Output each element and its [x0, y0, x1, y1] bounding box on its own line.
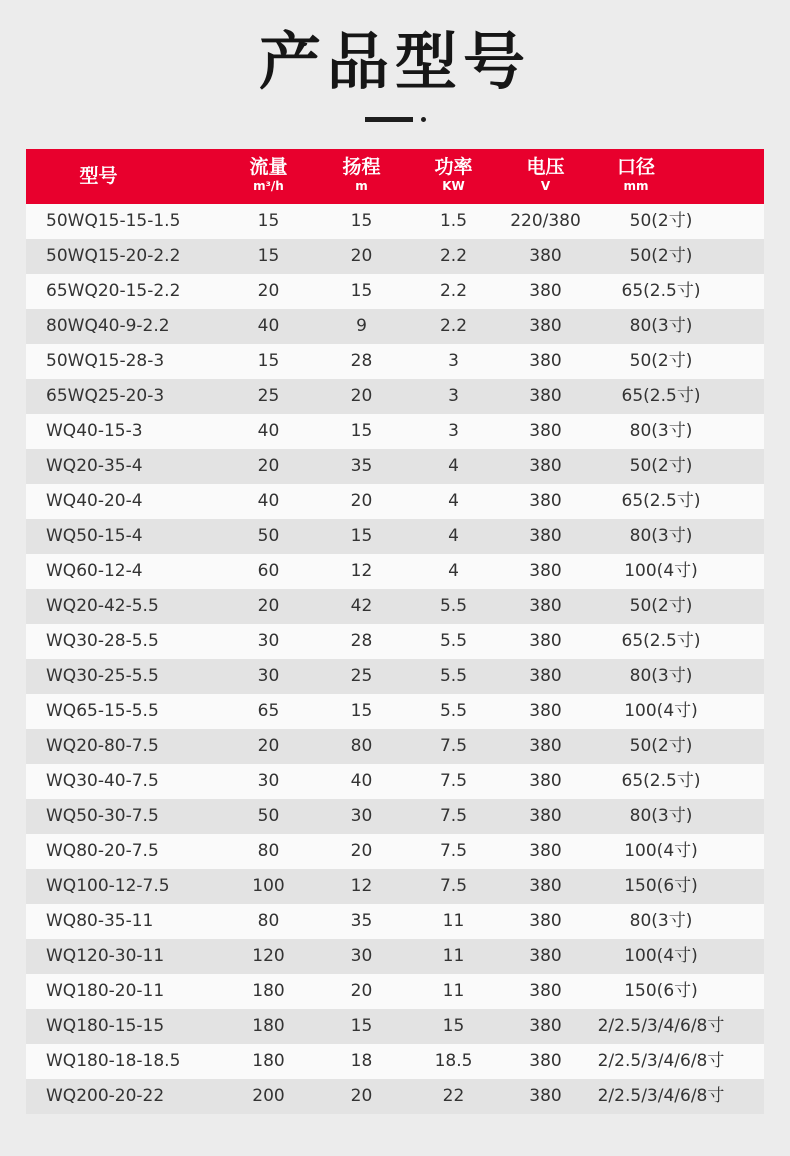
table-row: [26, 239, 764, 274]
cell-voltage: 380: [529, 596, 562, 616]
cell-power: 22: [442, 1086, 465, 1106]
table-row: [26, 309, 764, 344]
page-title: 产品型号: [258, 25, 531, 98]
cell-flow: 25: [257, 386, 280, 406]
table-row: [26, 624, 764, 659]
cell-flow: 180: [252, 981, 285, 1001]
cell-model: WQ200-20-22: [46, 1086, 165, 1106]
table-row: [26, 484, 764, 519]
cell-model: WQ65-15-5.5: [46, 701, 159, 721]
cell-voltage: 380: [529, 1086, 562, 1106]
cell-diameter: 150(6寸): [624, 981, 698, 1001]
cell-model: WQ40-20-4: [46, 491, 143, 511]
table-row: [26, 1009, 764, 1044]
table-row: [26, 204, 764, 239]
table-row: [26, 379, 764, 414]
header-unit: KW: [442, 179, 465, 193]
cell-model: WQ20-80-7.5: [46, 736, 159, 756]
cell-flow: 80: [257, 911, 280, 931]
cell-power: 15: [442, 1016, 465, 1036]
cell-flow: 30: [257, 666, 280, 686]
cell-head: 20: [350, 981, 373, 1001]
table-row: [26, 799, 764, 834]
table-row: [26, 729, 764, 764]
table-row: [26, 694, 764, 729]
cell-model: WQ30-40-7.5: [46, 771, 159, 791]
table-row: [26, 344, 764, 379]
cell-flow: 65: [257, 701, 280, 721]
divider-dot: [421, 117, 426, 122]
cell-voltage: 380: [529, 666, 562, 686]
cell-head: 35: [350, 456, 373, 476]
header-power: [406, 149, 501, 204]
cell-head: 40: [350, 771, 373, 791]
cell-diameter: 100(4寸): [624, 561, 698, 581]
cell-voltage: 380: [529, 491, 562, 511]
cell-diameter: 2/2.5/3/4/6/8寸: [597, 1016, 725, 1036]
table-row: [26, 939, 764, 974]
cell-model: WQ180-20-11: [46, 981, 165, 1001]
cell-head: 30: [350, 946, 373, 966]
cell-power: 5.5: [439, 596, 468, 616]
header-model: [26, 149, 171, 204]
cell-model: WQ120-30-11: [46, 946, 165, 966]
cell-power: 7.5: [439, 771, 468, 791]
cell-head: 15: [350, 211, 373, 231]
cell-flow: 40: [257, 491, 280, 511]
cell-voltage: 380: [529, 876, 562, 896]
cell-diameter: 50(2寸): [629, 351, 693, 371]
cell-flow: 20: [257, 596, 280, 616]
cell-power: 4: [448, 526, 459, 546]
cell-power: 5.5: [439, 631, 468, 651]
cell-diameter: 100(4寸): [624, 701, 698, 721]
cell-power: 11: [442, 981, 465, 1001]
product-model-table: [26, 149, 764, 1114]
table-row: [26, 1044, 764, 1079]
cell-voltage: 220/380: [510, 211, 581, 231]
cell-head: 12: [350, 876, 373, 896]
cell-power: 1.5: [439, 211, 468, 231]
cell-diameter: 65(2.5寸): [621, 491, 701, 511]
cell-flow: 120: [252, 946, 285, 966]
cell-model: WQ100-12-7.5: [46, 876, 170, 896]
table-row: [26, 519, 764, 554]
cell-power: 18.5: [434, 1051, 473, 1071]
header-label: 功率: [434, 156, 473, 178]
header-flow: [221, 149, 316, 204]
cell-head: 42: [350, 596, 373, 616]
table-row: [26, 414, 764, 449]
cell-head: 80: [350, 736, 373, 756]
cell-head: 15: [350, 701, 373, 721]
cell-head: 9: [356, 316, 367, 336]
cell-flow: 20: [257, 281, 280, 301]
cell-flow: 200: [252, 1086, 285, 1106]
header-label: 流量: [249, 156, 288, 178]
cell-flow: 40: [257, 316, 280, 336]
table-header: [26, 149, 764, 204]
cell-power: 7.5: [439, 736, 468, 756]
cell-diameter: 80(3寸): [629, 316, 693, 336]
cell-diameter: 100(4寸): [624, 841, 698, 861]
cell-voltage: 380: [529, 246, 562, 266]
cell-model: WQ20-35-4: [46, 456, 143, 476]
table-row: [26, 589, 764, 624]
cell-flow: 15: [257, 351, 280, 371]
cell-head: 12: [350, 561, 373, 581]
header-unit: m³/h: [253, 179, 284, 193]
cell-voltage: 380: [529, 701, 562, 721]
cell-diameter: 150(6寸): [624, 876, 698, 896]
cell-diameter: 80(3寸): [629, 526, 693, 546]
header-diameter: [591, 149, 681, 204]
cell-head: 35: [350, 911, 373, 931]
cell-head: 20: [350, 1086, 373, 1106]
cell-model: WQ20-42-5.5: [46, 596, 159, 616]
cell-power: 11: [442, 911, 465, 931]
cell-flow: 40: [257, 421, 280, 441]
cell-model: WQ30-28-5.5: [46, 631, 159, 651]
table-row: [26, 1079, 764, 1114]
cell-diameter: 80(3寸): [629, 421, 693, 441]
cell-diameter: 50(2寸): [629, 211, 693, 231]
cell-voltage: 380: [529, 351, 562, 371]
table-row: [26, 834, 764, 869]
cell-head: 20: [350, 386, 373, 406]
cell-voltage: 380: [529, 386, 562, 406]
cell-flow: 20: [257, 456, 280, 476]
cell-model: 80WQ40-9-2.2: [46, 316, 170, 336]
cell-power: 4: [448, 456, 459, 476]
cell-head: 15: [350, 421, 373, 441]
cell-diameter: 100(4寸): [624, 946, 698, 966]
cell-model: 50WQ15-15-1.5: [46, 211, 181, 231]
cell-power: 4: [448, 561, 459, 581]
divider-dash: [365, 117, 413, 122]
cell-power: 3: [448, 351, 459, 371]
header-label: 口径: [616, 156, 655, 178]
cell-head: 20: [350, 841, 373, 861]
cell-power: 4: [448, 491, 459, 511]
cell-diameter: 50(2寸): [629, 246, 693, 266]
cell-flow: 100: [252, 876, 285, 896]
cell-head: 15: [350, 1016, 373, 1036]
cell-model: 65WQ20-15-2.2: [46, 281, 181, 301]
cell-head: 15: [350, 526, 373, 546]
cell-diameter: 80(3寸): [629, 666, 693, 686]
cell-model: 65WQ25-20-3: [46, 386, 165, 406]
table-row: [26, 869, 764, 904]
header-label: 扬程: [342, 156, 381, 178]
header-unit: mm: [623, 179, 649, 193]
cell-power: 2.2: [439, 281, 468, 301]
cell-diameter: 50(2寸): [629, 456, 693, 476]
cell-flow: 180: [252, 1051, 285, 1071]
cell-voltage: 380: [529, 841, 562, 861]
cell-voltage: 380: [529, 456, 562, 476]
cell-power: 5.5: [439, 701, 468, 721]
cell-head: 30: [350, 806, 373, 826]
cell-voltage: 380: [529, 736, 562, 756]
cell-voltage: 380: [529, 771, 562, 791]
cell-voltage: 380: [529, 911, 562, 931]
cell-flow: 30: [257, 631, 280, 651]
table-body: [26, 204, 764, 1114]
cell-diameter: 2/2.5/3/4/6/8寸: [597, 1051, 725, 1071]
cell-head: 18: [350, 1051, 373, 1071]
cell-power: 7.5: [439, 876, 468, 896]
cell-voltage: 380: [529, 981, 562, 1001]
cell-diameter: 65(2.5寸): [621, 281, 701, 301]
cell-power: 2.2: [439, 246, 468, 266]
cell-power: 3: [448, 421, 459, 441]
cell-diameter: 65(2.5寸): [621, 386, 701, 406]
table-row: [26, 449, 764, 484]
cell-power: 2.2: [439, 316, 468, 336]
cell-flow: 80: [257, 841, 280, 861]
table-row: [26, 764, 764, 799]
table-row: [26, 904, 764, 939]
table-row: [26, 274, 764, 309]
cell-diameter: 2/2.5/3/4/6/8寸: [597, 1086, 725, 1106]
cell-model: 50WQ15-28-3: [46, 351, 165, 371]
cell-diameter: 65(2.5寸): [621, 771, 701, 791]
header-label: 电压: [526, 156, 565, 178]
header-unit: V: [540, 179, 551, 193]
cell-diameter: 65(2.5寸): [621, 631, 701, 651]
header-head: [314, 149, 409, 204]
cell-flow: 20: [257, 736, 280, 756]
cell-model: WQ50-15-4: [46, 526, 143, 546]
cell-head: 15: [350, 281, 373, 301]
cell-model: WQ180-18-18.5: [46, 1051, 181, 1071]
table-row: [26, 974, 764, 1009]
title-divider: [365, 117, 435, 123]
cell-model: WQ50-30-7.5: [46, 806, 159, 826]
cell-flow: 60: [257, 561, 280, 581]
cell-voltage: 380: [529, 316, 562, 336]
cell-diameter: 80(3寸): [629, 806, 693, 826]
cell-flow: 50: [257, 806, 280, 826]
cell-model: WQ60-12-4: [46, 561, 143, 581]
cell-voltage: 380: [529, 631, 562, 651]
cell-power: 5.5: [439, 666, 468, 686]
cell-model: WQ30-25-5.5: [46, 666, 159, 686]
cell-flow: 15: [257, 246, 280, 266]
cell-diameter: 80(3寸): [629, 911, 693, 931]
header-label: 型号: [79, 165, 118, 187]
cell-voltage: 380: [529, 526, 562, 546]
header-voltage: [498, 149, 593, 204]
cell-voltage: 380: [529, 1016, 562, 1036]
cell-power: 7.5: [439, 841, 468, 861]
header-unit: m: [355, 179, 368, 193]
cell-diameter: 50(2寸): [629, 736, 693, 756]
cell-head: 28: [350, 351, 373, 371]
cell-voltage: 380: [529, 946, 562, 966]
cell-head: 25: [350, 666, 373, 686]
cell-head: 28: [350, 631, 373, 651]
cell-head: 20: [350, 491, 373, 511]
cell-voltage: 380: [529, 1051, 562, 1071]
cell-diameter: 50(2寸): [629, 596, 693, 616]
cell-power: 11: [442, 946, 465, 966]
cell-model: 50WQ15-20-2.2: [46, 246, 181, 266]
cell-power: 7.5: [439, 806, 468, 826]
cell-voltage: 380: [529, 561, 562, 581]
cell-voltage: 380: [529, 806, 562, 826]
cell-flow: 15: [257, 211, 280, 231]
cell-model: WQ80-35-11: [46, 911, 154, 931]
cell-flow: 180: [252, 1016, 285, 1036]
cell-model: WQ40-15-3: [46, 421, 143, 441]
cell-model: WQ180-15-15: [46, 1016, 165, 1036]
cell-flow: 50: [257, 526, 280, 546]
cell-voltage: 380: [529, 421, 562, 441]
table-row: [26, 659, 764, 694]
cell-model: WQ80-20-7.5: [46, 841, 159, 861]
table-row: [26, 554, 764, 589]
cell-flow: 30: [257, 771, 280, 791]
cell-voltage: 380: [529, 281, 562, 301]
cell-head: 20: [350, 246, 373, 266]
cell-power: 3: [448, 386, 459, 406]
